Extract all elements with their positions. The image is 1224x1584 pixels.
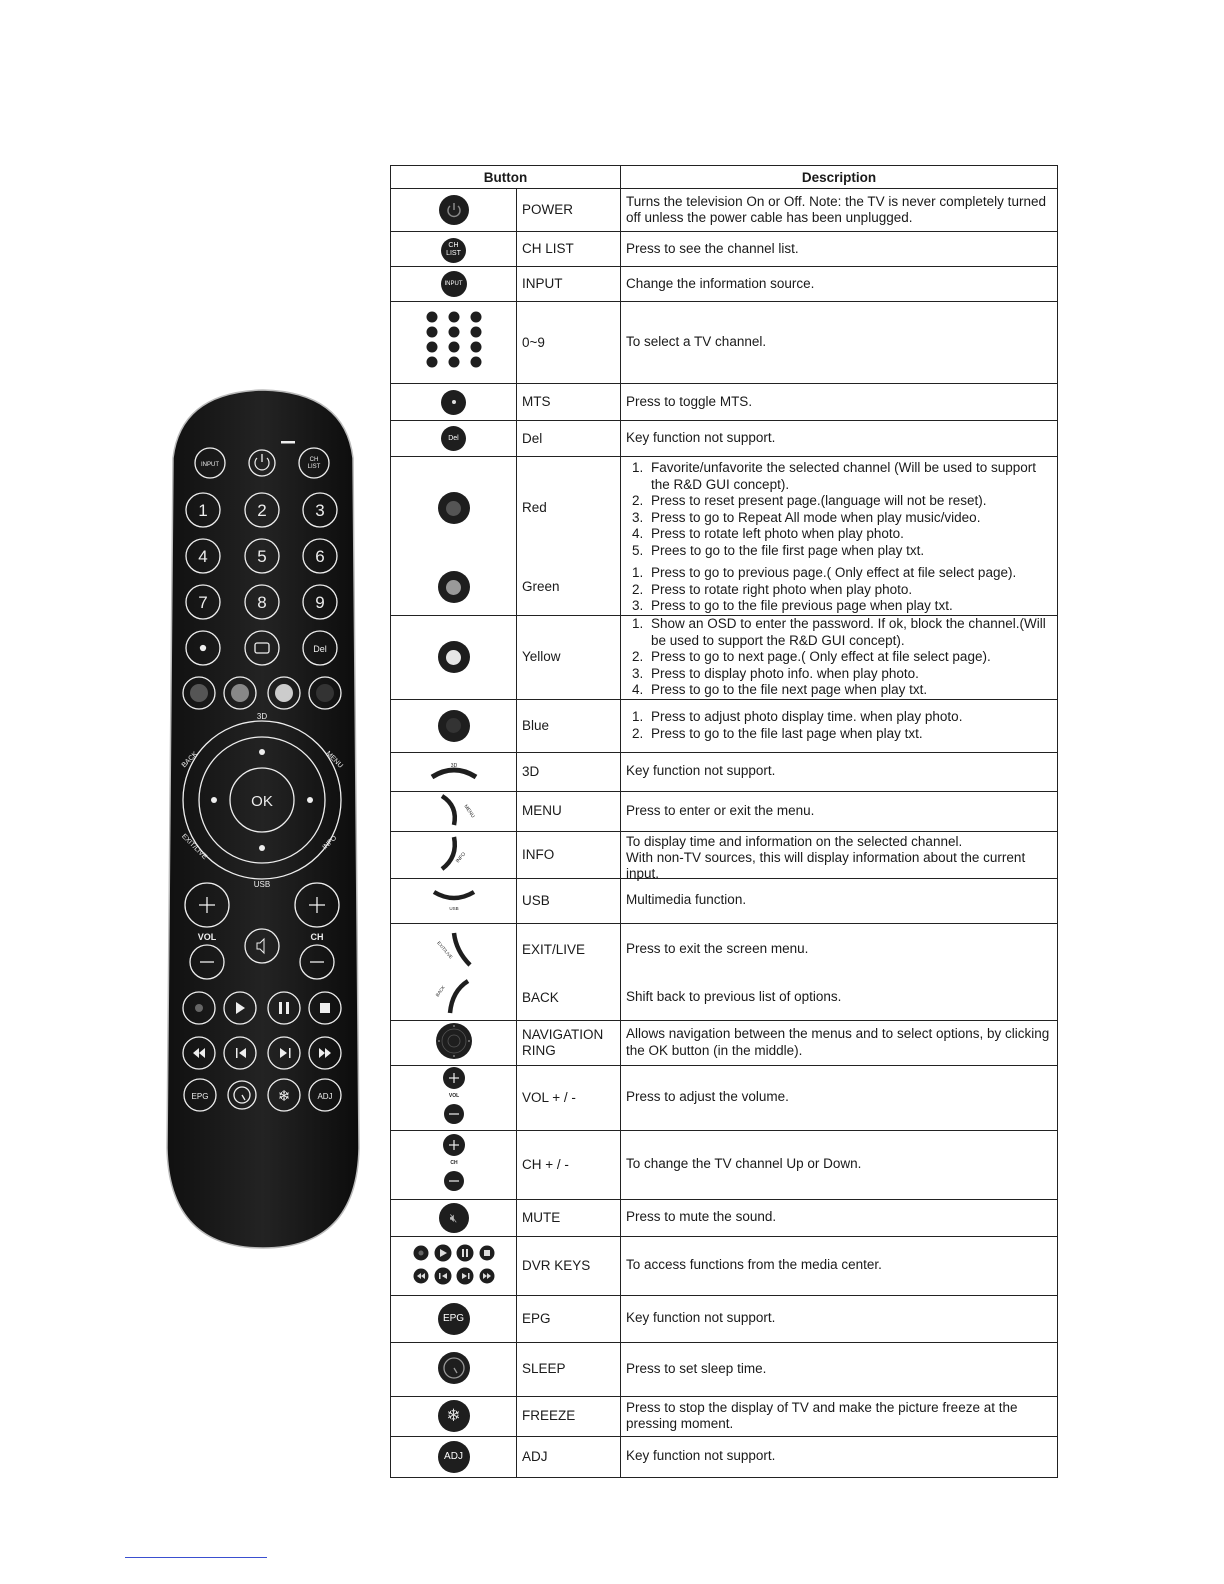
row-name: 3D <box>517 752 621 791</box>
button-description-table <box>390 165 1058 1478</box>
remote-exit-live-label: EXIT/LIVE <box>180 832 209 861</box>
table-row <box>391 421 1058 457</box>
three-d-arc-icon <box>424 757 484 783</box>
remote-color-key-dot <box>231 684 249 702</box>
exit-live-label: EXIT/LIVE <box>435 939 454 960</box>
exit-live-arc-icon <box>432 929 476 969</box>
remote-pause-icon-2 <box>286 1002 289 1014</box>
remote-ch-label: CH <box>310 932 324 942</box>
row-description: Press to toggle MTS. <box>621 384 1058 421</box>
vol-label: VOL <box>448 1093 459 1099</box>
row-name: POWER <box>517 189 621 232</box>
table-row <box>391 831 1058 878</box>
volume-keys-icon <box>439 1066 469 1126</box>
row-description: To display time and information on the selected channel. <box>626 833 963 849</box>
description-list-item: 2. Press to reset present page.(language will not be reset). <box>647 493 1053 510</box>
sleep-clock-icon <box>437 1351 471 1385</box>
remote-mts-dot <box>201 646 206 651</box>
table-row <box>391 457 1058 616</box>
row-description: Key function not support. <box>621 1295 1058 1342</box>
adj-icon: ADJ <box>438 1441 470 1473</box>
remote-3d-label: 3D <box>256 712 268 721</box>
remote-nav-direction-dot <box>259 845 265 851</box>
row-name: INFO <box>517 831 621 878</box>
description-list-item: 1. Press to adjust photo display time. when play photo. <box>647 709 1053 726</box>
header-button: Button <box>391 166 621 189</box>
description-list-item: 2. Press to go to next page.( Only effect at file select page). <box>647 649 1053 666</box>
usb-arc-icon <box>424 884 484 914</box>
remote-ch-list-label-2: LIST <box>307 464 321 470</box>
row-name: CH LIST <box>517 232 621 267</box>
row-description: Multimedia function. <box>621 878 1058 923</box>
row-description: Key function not support. <box>621 421 1058 457</box>
remote-nav-direction-dot <box>211 797 217 803</box>
table-row <box>391 752 1058 791</box>
row-name: SLEEP <box>517 1342 621 1396</box>
three-d-label: 3D <box>450 763 457 769</box>
row-name: CH + / - <box>517 1130 621 1199</box>
mts-icon <box>441 390 466 415</box>
menu-arc-icon <box>434 792 474 828</box>
row-name: BACK <box>522 989 559 1005</box>
row-name: INPUT <box>517 267 621 302</box>
row-description: Press to see the channel list. <box>621 232 1058 267</box>
remote-digit-label: 5 <box>257 547 267 566</box>
remote-digit-label: 9 <box>315 593 325 612</box>
number-keys-icon <box>422 310 486 372</box>
row-name: VOL + / - <box>517 1065 621 1130</box>
row-name: USB <box>517 878 621 923</box>
table-row <box>391 384 1058 421</box>
row-description: Change the information source. <box>621 267 1058 302</box>
description-list-item: 3. Press to display photo info. when play photo. <box>647 666 1053 683</box>
table-row <box>391 189 1058 232</box>
remote-info-label: INFO <box>321 834 339 852</box>
channel-keys-icon <box>439 1133 469 1193</box>
remote-ch-list-label: CH <box>309 457 319 463</box>
ch-list-icon: CH LIST <box>441 238 466 263</box>
remote-nav-direction-dot <box>307 797 313 803</box>
description-list-item: 1. Press to go to previous page.( Only effect at file select page). <box>647 565 1053 582</box>
table-row <box>391 1065 1058 1130</box>
remote-freeze-icon: ❄ <box>277 1088 291 1105</box>
row-description: Key function not support. <box>621 1436 1058 1477</box>
description-list-item: 1. Favorite/unfavorite the selected channel (Will be used to support the R&D GUI concept). <box>647 460 1053 493</box>
table-row <box>391 1295 1058 1342</box>
row-name-2: RING <box>522 1042 556 1058</box>
row-name: EPG <box>517 1295 621 1342</box>
row-description: To change the TV channel Up or Down. <box>621 1130 1058 1199</box>
del-icon: Del <box>441 426 466 451</box>
remote-color-key-dot <box>316 684 334 702</box>
freeze-snowflake-icon: ❄︎ <box>438 1400 470 1432</box>
remote-vol-label: VOL <box>197 932 217 942</box>
table-row <box>391 1396 1058 1436</box>
input-icon: INPUT <box>441 271 467 297</box>
row-description: Press to stop the display of TV and make the picture freeze at the pressing moment. <box>621 1396 1058 1436</box>
ch-label: CH <box>449 1160 458 1166</box>
row-description: Press to mute the sound. <box>621 1199 1058 1236</box>
footer-rule <box>125 1557 267 1558</box>
table-row <box>391 1130 1058 1199</box>
yellow-key-icon <box>438 641 470 673</box>
remote-digit-label: 3 <box>315 501 325 520</box>
table-row <box>391 923 1058 1020</box>
remote-digit-label: 2 <box>257 501 267 520</box>
row-description: To select a TV channel. <box>621 302 1058 384</box>
remote-input-label: INPUT <box>201 462 219 468</box>
remote-epg-label: EPG <box>191 1092 209 1101</box>
description-list-item: 5. Prees to go to the file first page when play txt. <box>647 543 1053 560</box>
description-list-item: 4. Press to rotate left photo when play photo. <box>647 526 1053 543</box>
remote-adj-label: ADJ <box>317 1092 333 1101</box>
row-description: Key function not support. <box>621 752 1058 791</box>
row-description: Turns the television On or Off. Note: the TV is never completely turned off unless the power cable has been unplugged. <box>621 189 1058 232</box>
table-header-row <box>391 166 1058 189</box>
row-description: Press to exit the screen menu. <box>626 941 809 957</box>
info-label: INFO <box>454 851 467 865</box>
description-list-item: 1. Show an OSD to enter the password. If ok, block the channel.(Will be used to support the R&D GUI concept). <box>647 616 1053 649</box>
row-description-2: With non-TV sources, this will display information about the current input. <box>626 849 1026 881</box>
table-row <box>391 699 1058 752</box>
row-name: Yellow <box>517 616 621 700</box>
row-name: FREEZE <box>517 1396 621 1436</box>
green-description-list <box>626 565 1053 615</box>
remote-back-label: BACK <box>180 750 200 770</box>
row-name: Blue <box>517 699 621 752</box>
remote-digit-label: 1 <box>198 501 208 520</box>
table-row <box>391 1342 1058 1396</box>
menu-label: MENU <box>461 803 476 819</box>
remote-led <box>281 441 295 444</box>
row-name: DVR KEYS <box>517 1236 621 1295</box>
remote-digit-label: 8 <box>257 593 267 612</box>
row-name: ADJ <box>517 1436 621 1477</box>
table-row <box>391 791 1058 831</box>
blue-key-icon <box>438 710 470 742</box>
row-description: To access functions from the media center. <box>621 1236 1058 1295</box>
table-row <box>391 1199 1058 1236</box>
remote-digit-label: 4 <box>198 547 208 566</box>
row-description: Press to set sleep time. <box>621 1342 1058 1396</box>
info-arc-icon <box>434 833 474 873</box>
remote-stop-icon <box>320 1003 330 1013</box>
row-description: Press to adjust the volume. <box>621 1065 1058 1130</box>
row-description: Allows navigation between the menus and to select options, by clicking the OK button (in the middle). <box>621 1020 1058 1065</box>
back-label: BACK <box>434 984 446 998</box>
row-description: Press to enter or exit the menu. <box>621 791 1058 831</box>
navigation-ring-icon <box>435 1022 473 1060</box>
remote-color-key-dot <box>275 684 293 702</box>
table-row <box>391 616 1058 700</box>
table-row <box>391 302 1058 384</box>
table-row <box>391 232 1058 267</box>
power-icon <box>439 195 469 225</box>
remote-record-icon <box>195 1004 203 1012</box>
row-name: Del <box>517 421 621 457</box>
description-list-item: 2. Press to rotate right photo when play photo. <box>647 582 1053 599</box>
remote-nav-direction-dot <box>259 749 265 755</box>
yellow-description-list <box>626 616 1053 699</box>
remote-digit-label: 7 <box>198 593 208 612</box>
remote-digit-label: 6 <box>315 547 325 566</box>
header-description: Description <box>621 166 1058 189</box>
description-list-item: 2. Press to go to the file last page when play txt. <box>647 726 1053 743</box>
table-row <box>391 267 1058 302</box>
remote-control-illustration <box>163 388 363 1250</box>
table-row <box>391 1436 1058 1477</box>
row-name: 0~9 <box>517 302 621 384</box>
row-name: EXIT/LIVE <box>522 941 586 957</box>
description-list-item: 3. Press to go to the file previous page when play txt. <box>647 598 1053 615</box>
remote-pause-icon <box>279 1002 282 1014</box>
table-row <box>391 878 1058 923</box>
row-name: MENU <box>517 791 621 831</box>
remote-del-label: Del <box>313 644 327 654</box>
row-name: MUTE <box>517 1199 621 1236</box>
remote-ok-label: OK <box>251 793 273 810</box>
remote-usb-label: USB <box>253 880 271 889</box>
blue-description-list <box>626 709 1053 742</box>
description-list-item: 4. Press to go to the file next page when play txt. <box>647 682 1053 699</box>
row-name: NAVIGATION <box>522 1026 604 1042</box>
remote-menu-label: MENU <box>324 750 344 770</box>
dvr-keys-icon <box>411 1243 497 1285</box>
row-name: MTS <box>517 384 621 421</box>
remote-color-key-dot <box>190 684 208 702</box>
epg-icon: EPG <box>438 1303 470 1335</box>
red-description-list <box>626 460 1053 559</box>
table-row <box>391 1236 1058 1295</box>
back-arc-icon <box>432 977 476 1017</box>
row-name: Green <box>522 579 560 594</box>
row-description: Shift back to previous list of options. <box>626 989 842 1005</box>
description-list-item: 3. Press to go to Repeat All mode when play music/video. <box>647 510 1053 527</box>
table-row <box>391 1020 1058 1065</box>
row-name: Red <box>522 500 547 515</box>
red-key-icon <box>438 492 470 524</box>
mute-icon: 🔇︎ <box>439 1203 469 1233</box>
usb-label: USB <box>448 906 459 911</box>
green-key-icon <box>438 571 470 603</box>
